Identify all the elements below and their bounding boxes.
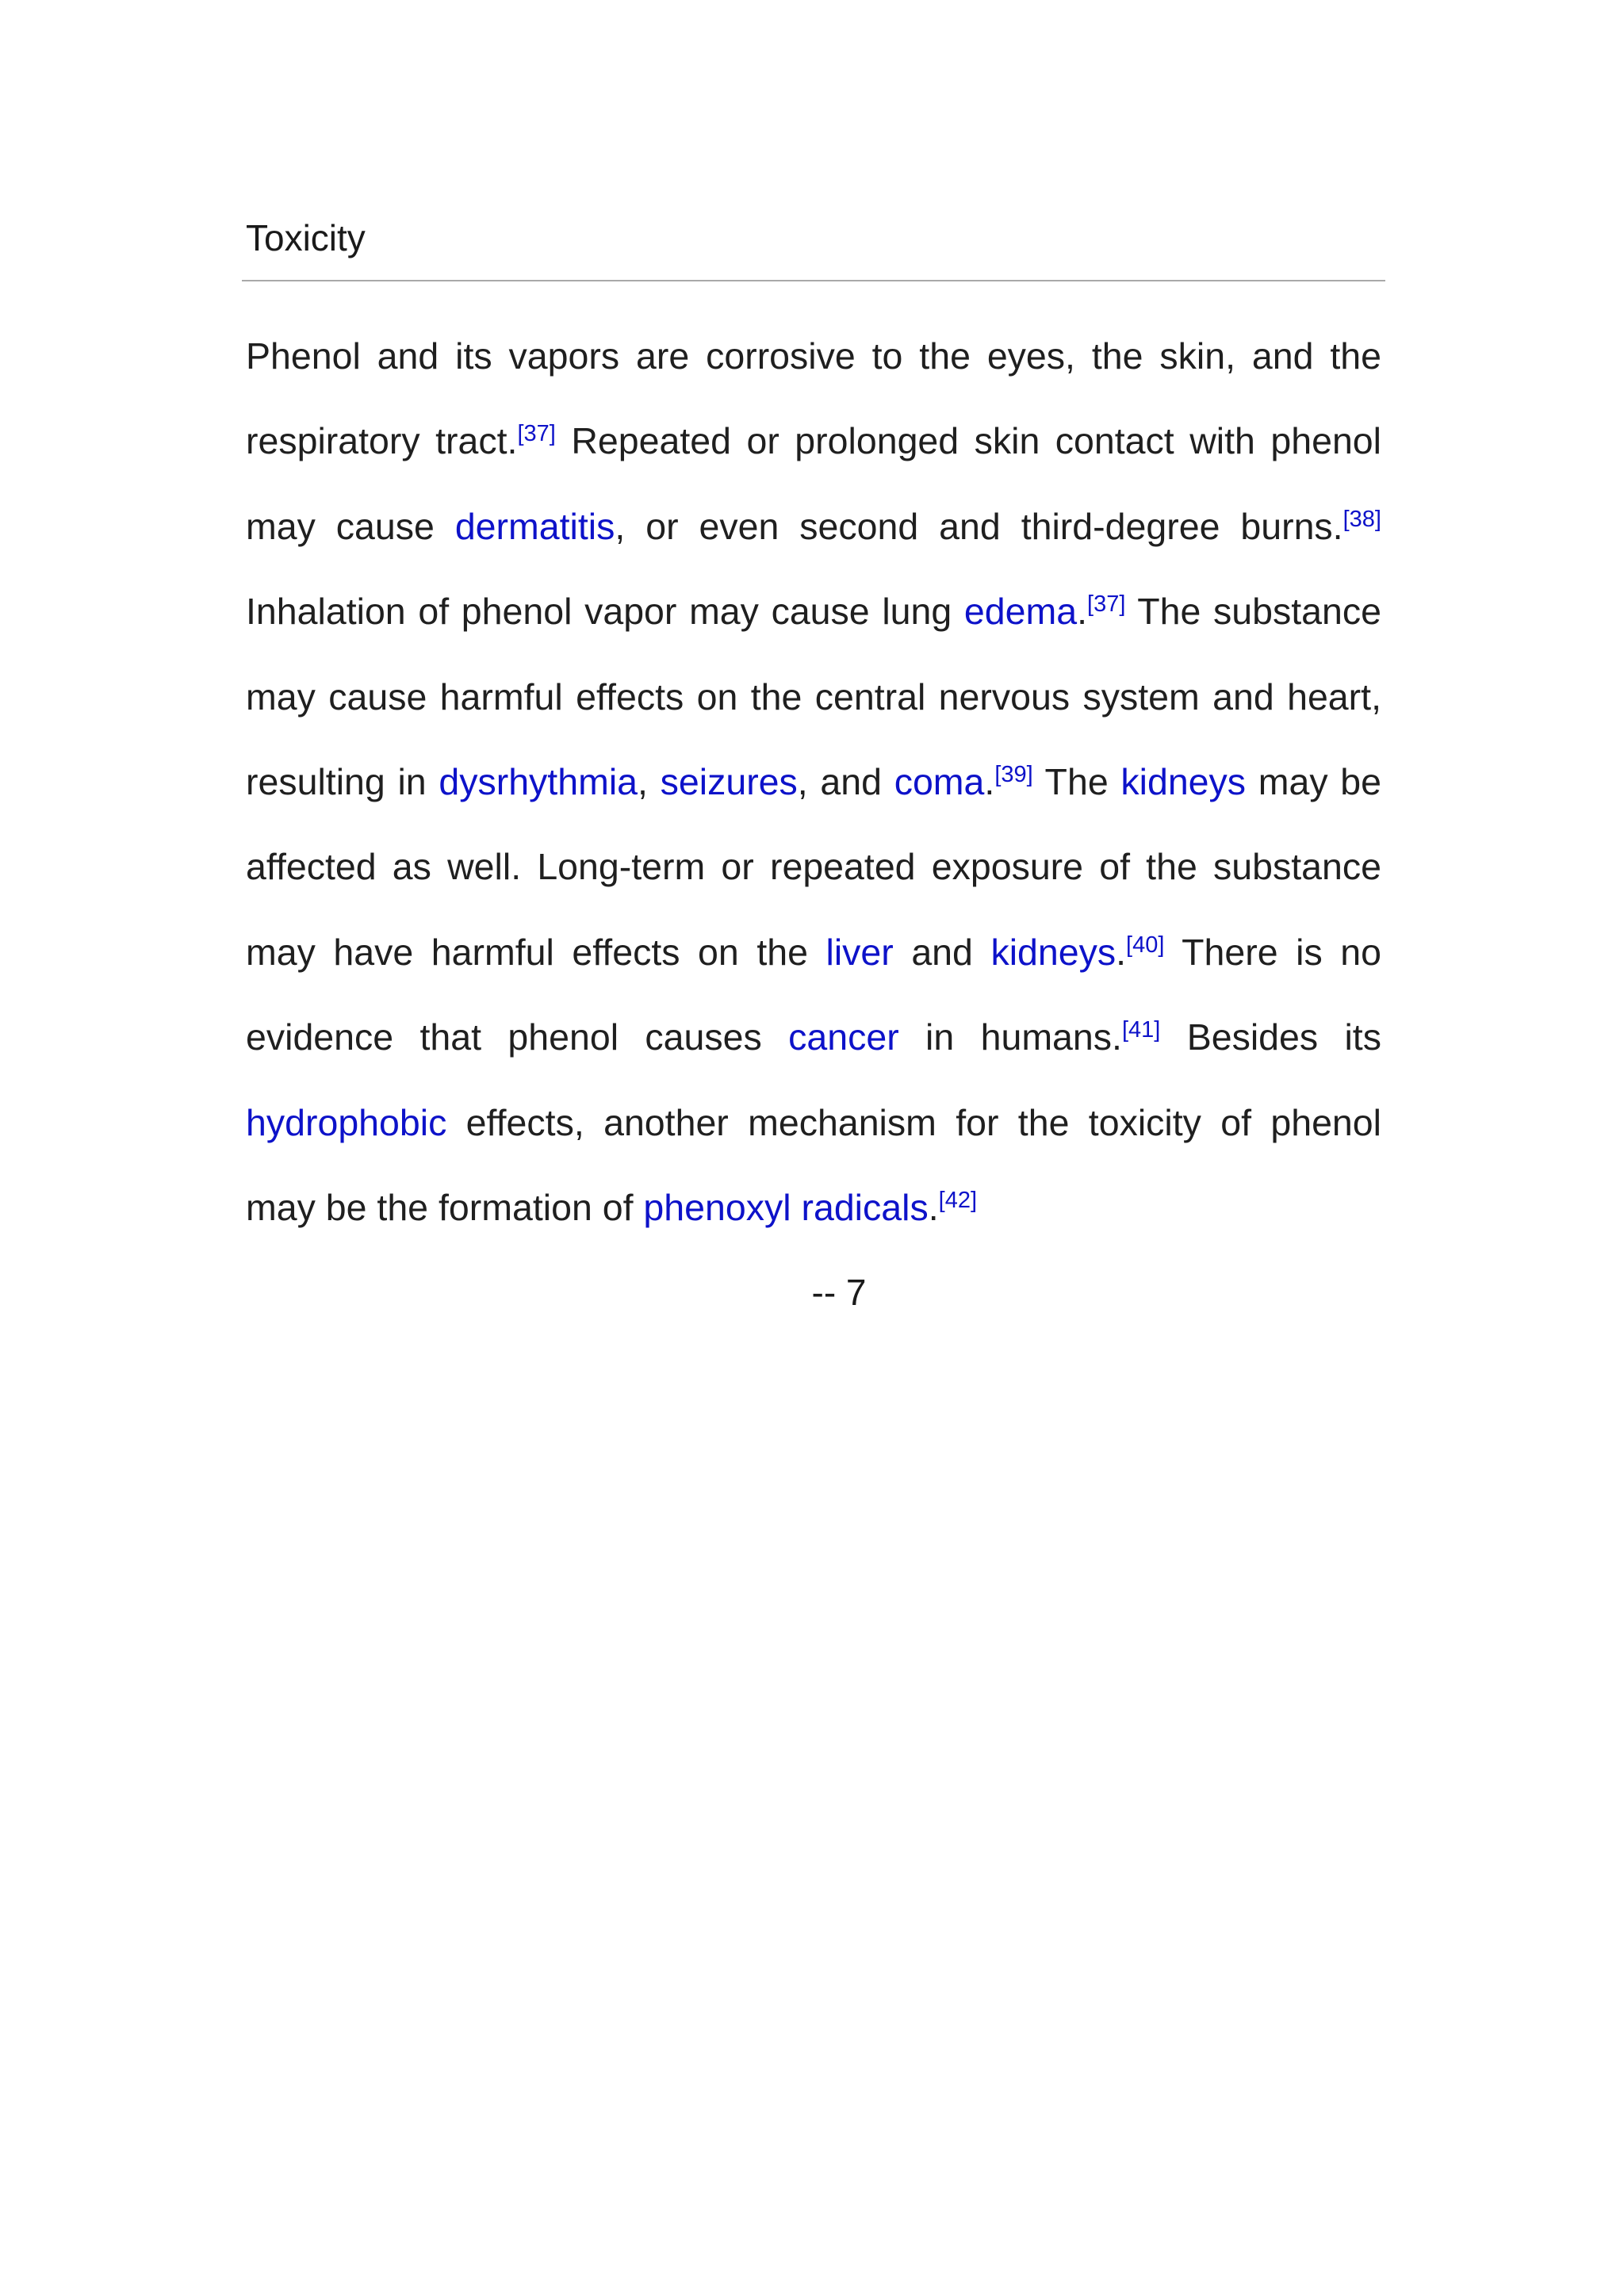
citation-38[interactable]: [38] [1342,506,1381,532]
text-run: effects, another mechanism for the toxicity of phenol may be the formation of [246,1101,1381,1229]
text-run: , or even second and third-degree burns. [615,505,1343,547]
link-dermatitis[interactable]: dermatitis [454,505,615,547]
text-run: may be affected as well. Long-term or repeated exposure of the substance may have harmful effects on the [246,761,1381,973]
text-run: Phenol and its vapors are corrosive to the eyes, the skin, and the respiratory tract. [246,335,1381,462]
link-kidneys[interactable]: kidneys [1120,761,1247,803]
title-divider [242,280,1385,281]
text-run: . [1077,591,1088,633]
text-run: There is no evidence that phenol causes [246,931,1381,1058]
text-run: , and [797,761,894,803]
citation-42[interactable]: [42] [938,1188,978,1214]
text-run: , [638,761,661,803]
page-number: -- 7 [811,1272,867,1313]
link-liver[interactable]: liver [825,931,894,973]
citation-40[interactable]: [40] [1126,932,1165,958]
section-title: Toxicity [246,217,366,258]
link-seizures[interactable]: seizures [660,761,798,803]
text-run: The substance may cause harmful effects on the central nervous system and heart, resulting in [246,591,1381,803]
text-run: The [1032,761,1121,803]
link-phenoxyl-radicals[interactable]: phenoxyl radicals [643,1187,929,1229]
text-run: . [928,1187,939,1229]
citation-37[interactable]: [37] [517,421,556,447]
link-dysrhythmia[interactable]: dysrhythmia [439,761,638,803]
text-run: Besides its [1160,1016,1381,1058]
citation-39[interactable]: [39] [994,762,1033,788]
text-run: and [893,931,991,973]
text-run: in humans. [898,1016,1122,1058]
text-run: . [1116,931,1127,973]
link-edema[interactable]: edema [963,591,1078,633]
citation-37b[interactable]: [37] [1087,591,1126,618]
text-run: Repeated or prolonged skin contact with phenol may cause [246,420,1382,547]
text-run: Inhalation of phenol vapor may cause lung [246,591,964,633]
toxicity-paragraph [246,314,1381,1250]
link-cancer[interactable]: cancer [788,1016,899,1058]
link-coma[interactable]: coma [894,761,985,803]
text-run: . [984,761,995,803]
link-kidneys-2[interactable]: kidneys [990,931,1116,973]
link-hydrophobic[interactable]: hydrophobic [246,1101,447,1143]
citation-41[interactable]: [41] [1121,1017,1161,1043]
